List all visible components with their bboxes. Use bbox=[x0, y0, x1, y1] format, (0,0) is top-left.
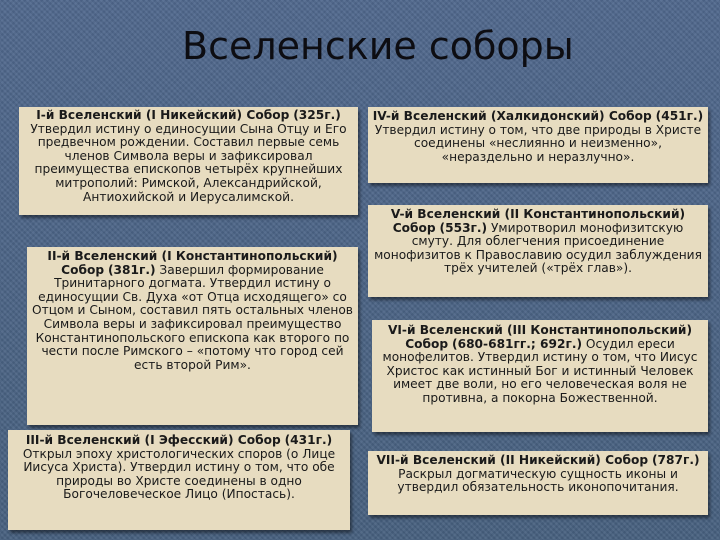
council-2-heading: II-й Вселенский (I Константинопольский) Собор bbox=[47, 249, 338, 277]
council-6-card bbox=[372, 320, 708, 432]
council-4-heading: IV-й Вселенский (Халкидонский) Собор bbox=[372, 109, 652, 123]
council-4-card bbox=[368, 107, 708, 183]
council-2-text: Завершил формирование Тринитарного догмата. Утвердил истину о единосущии Св. Духа «от Отца исходящего» со Отцом и Сыном, составил пять остальных членов Символа веры и зафиксировал преимущество Константинопольского епископа как второго по чести после Римского – «потому что город сей есть второй Рим». bbox=[32, 262, 353, 372]
council-3-date: (431г.) bbox=[284, 433, 333, 447]
council-7-card bbox=[368, 451, 708, 515]
council-4-text: Утвердил истину о том, что две природы в Христе соединены «неслиянно и неизменно», «нераздельно и неразлучно». bbox=[374, 122, 702, 164]
council-3-text: Открыл эпоху христологических споров (о Лице Иисуса Христа). Утвердил истину о том, что обе природы во Христе соединены в одно Богочеловеческое Лицо (Ипостась). bbox=[22, 446, 336, 502]
council-3-heading: III-й Вселенский (I Эфесский) Собор bbox=[25, 433, 281, 447]
slide-title: Вселенские соборы bbox=[182, 24, 574, 68]
council-2-card bbox=[27, 247, 358, 425]
council-1-date: (325г.) bbox=[293, 108, 341, 122]
council-5-card bbox=[368, 205, 708, 297]
council-7-heading: VII-й Вселенский (II Никейский) Собор bbox=[376, 453, 649, 467]
council-7-text: Раскрыл догматическую сущность иконы и утвердил обязательность иконопочитания. bbox=[397, 466, 679, 495]
council-5-date: (553г.) bbox=[439, 220, 488, 235]
council-4-date: (451г.) bbox=[655, 109, 704, 123]
council-5-heading: V-й Вселенский (II Константинопольский) Собор bbox=[390, 207, 686, 235]
council-1-text: Утвердил истину о единосущии Сына Отцу и Его предвечном рождении. Составил первые семь членов Символа веры и зафиксировал преимущества епископов четырёх крупнейших митрополий: Римской, Александрийской, Антиохийской и Иерусалимской. bbox=[30, 121, 347, 204]
council-7-date: (787г.) bbox=[651, 453, 700, 467]
council-1-card bbox=[19, 107, 358, 215]
council-2-date: (381г.) bbox=[107, 262, 156, 277]
council-6-date: (680-681гг.; 692г.) bbox=[452, 336, 583, 351]
council-3-card bbox=[8, 430, 350, 530]
council-1-heading: I-й Вселенский (I Никейский) Собор bbox=[36, 108, 290, 122]
council-5-text: Умиротворил монофизитскую смуту. Для облегчения присоединение монофизитов к Православию осудил заблуждения трёх учителей («трёх глав»). bbox=[374, 220, 702, 276]
council-6-heading: VI-й Вселенский (III Константинопольский) Собор bbox=[387, 323, 693, 351]
council-6-text: Осудил ереси монофелитов. Утвердил истину о том, что Иисус Христос как истинный Бог и истинный Человек имеет две воли, но его человеческая воля не противна, а покорна Божественной. bbox=[382, 336, 698, 405]
